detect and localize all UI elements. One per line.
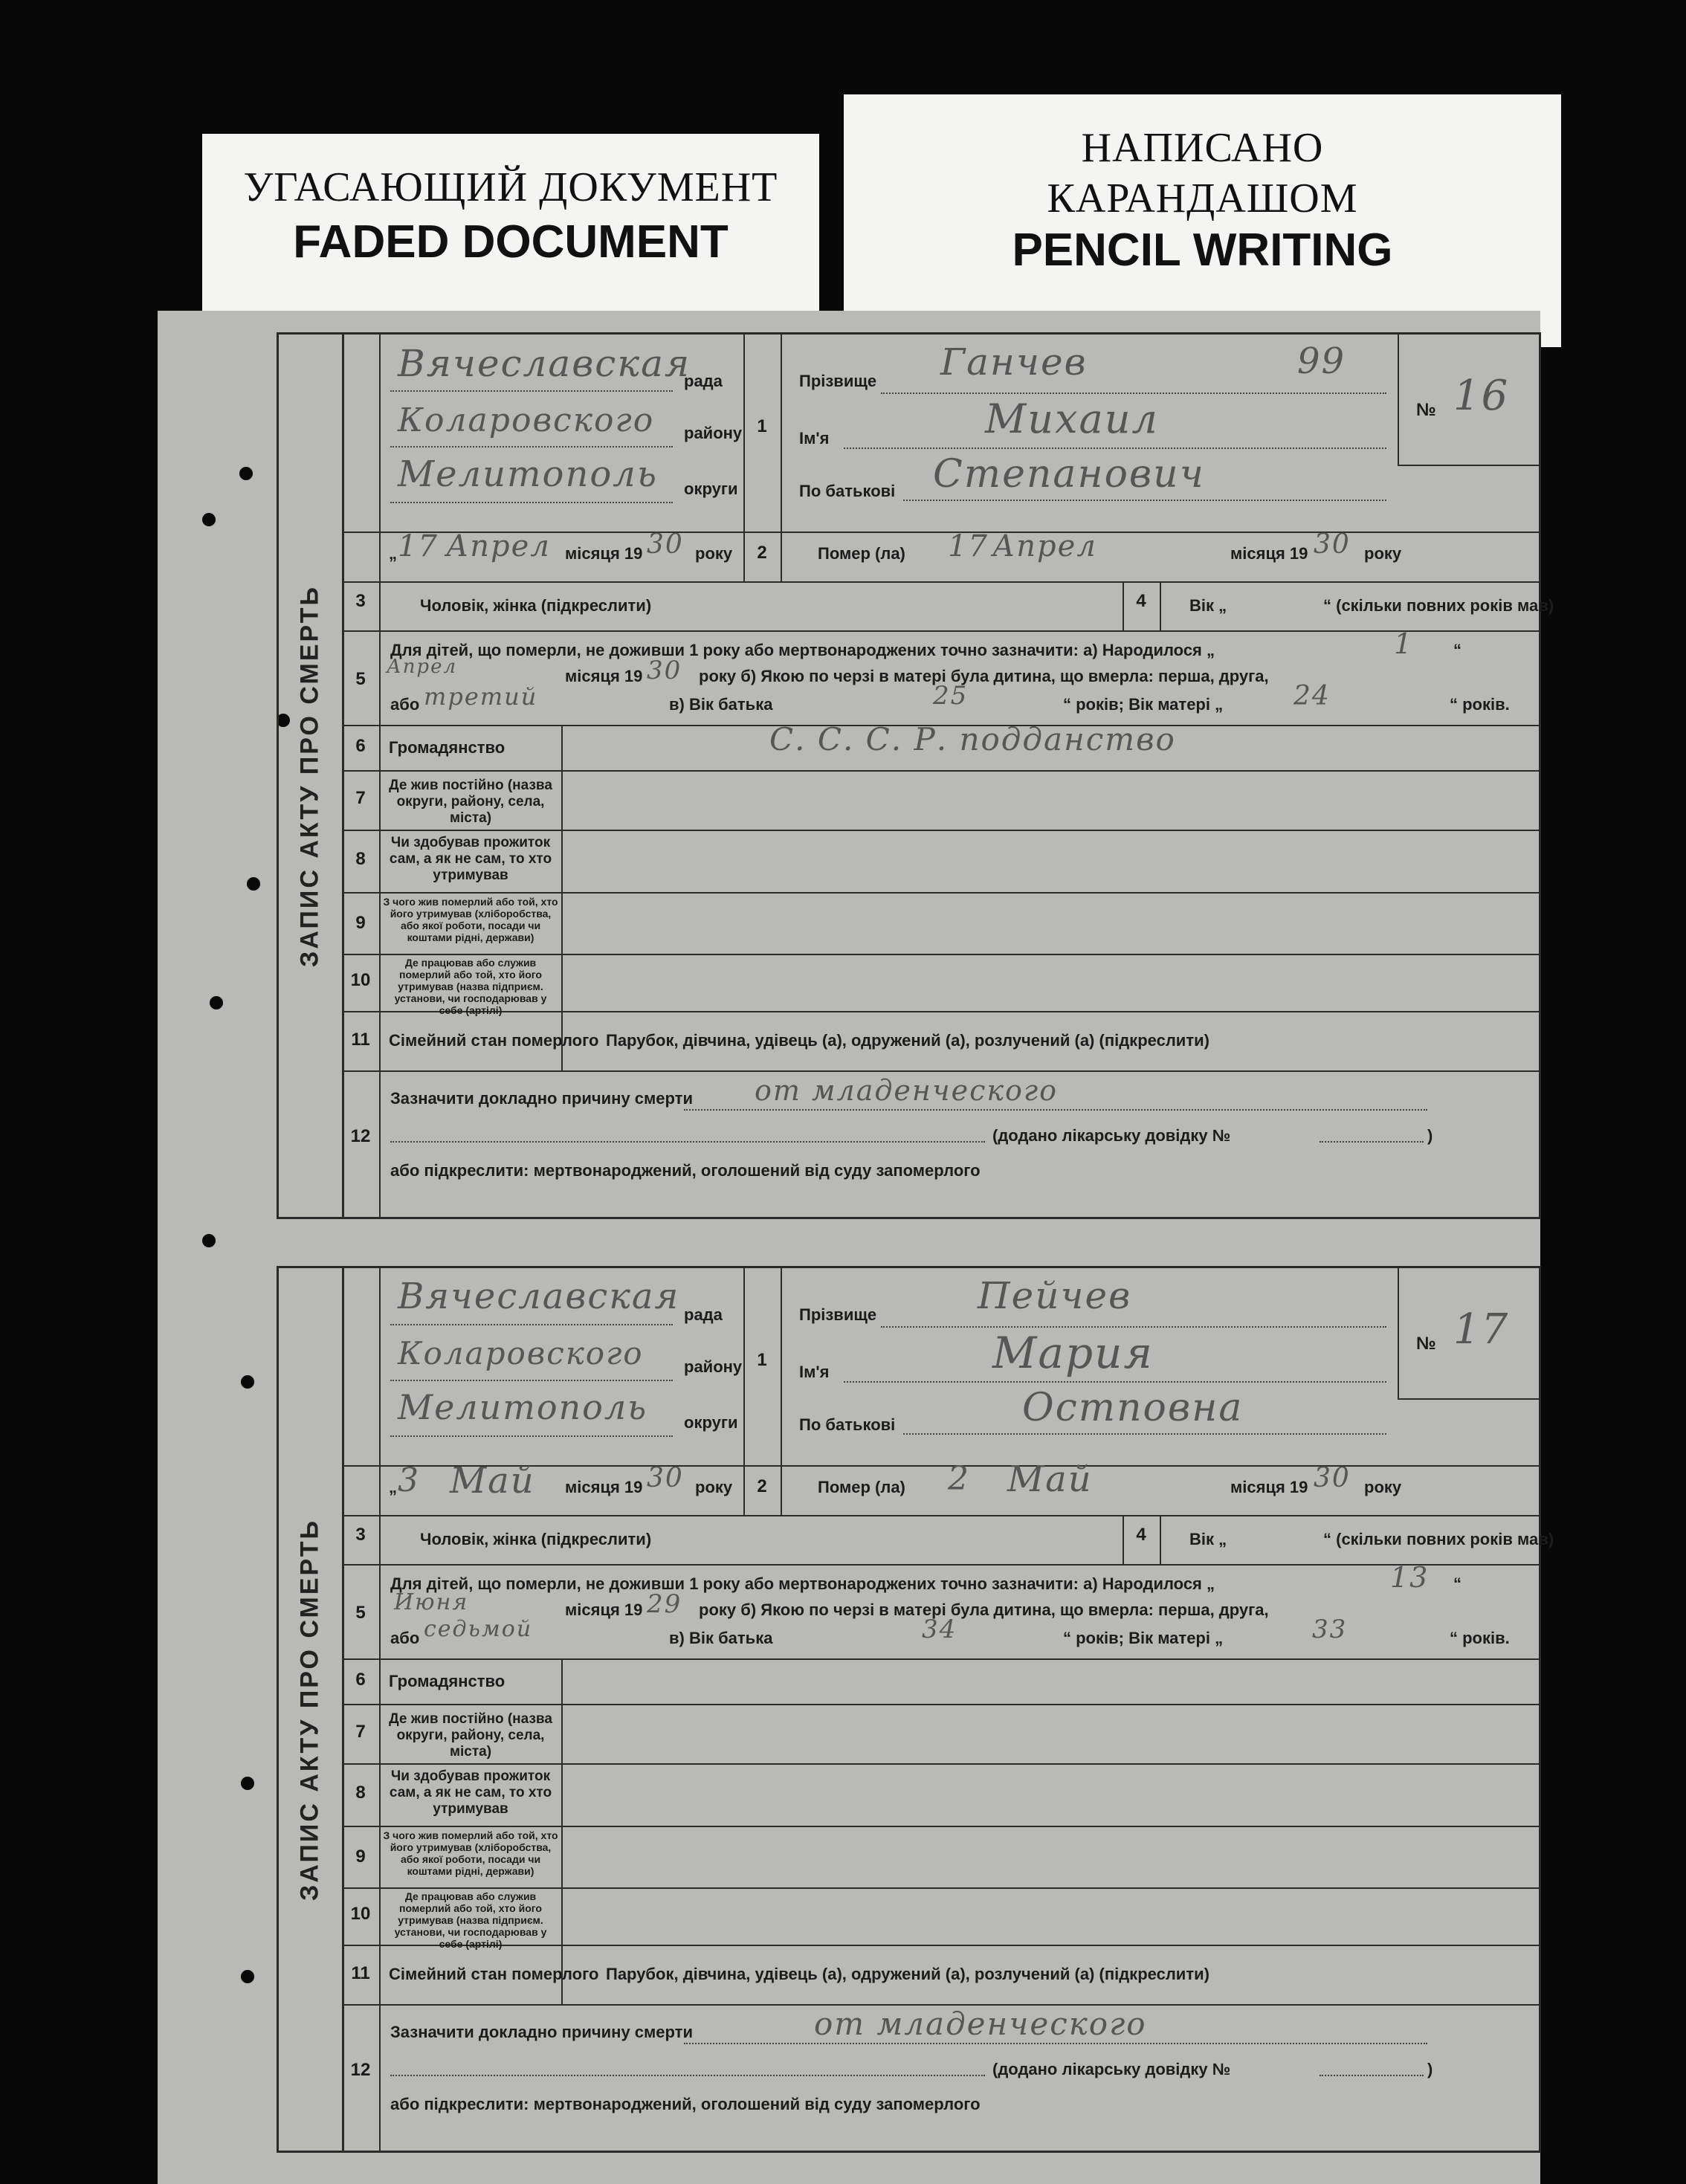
rayon-value: Коларовского	[398, 401, 655, 439]
reg-month: Май	[450, 1460, 535, 1502]
binding-hole	[247, 877, 260, 891]
mother-age: 33	[1312, 1615, 1348, 1644]
birth-month: Апрел	[387, 656, 458, 678]
faded-document-label	[202, 134, 819, 320]
citizenship-value: С. С. С. Р. подданство	[769, 721, 1176, 757]
rada-value: Вячеславская	[398, 342, 691, 385]
birth-order: седьмой	[424, 1616, 533, 1642]
reg-month: Апрел	[446, 529, 551, 563]
pencil-writing-label	[844, 94, 1561, 347]
father-age: 34	[922, 1615, 957, 1644]
name-value: Михаил	[985, 395, 1159, 442]
reg-day: 17	[398, 529, 439, 563]
surname-note: 99	[1297, 340, 1346, 382]
form-vertical-title: ЗАПИС АКТУ ПРО СМЕРТЬ	[279, 1268, 344, 2151]
binding-hole	[202, 513, 216, 526]
okrug-value: Мелитополь	[398, 1387, 648, 1427]
pencil-label-ru2: КАРАНДАШОМ	[1047, 175, 1358, 222]
surname-value: Пейчев	[978, 1274, 1132, 1317]
death-day: 2	[948, 1460, 970, 1498]
form-vertical-title: ЗАПИС АКТУ ПРО СМЕРТЬ	[279, 335, 344, 1217]
pencil-label-en: PENCIL WRITING	[1012, 224, 1393, 276]
faded-label-en: FADED DOCUMENT	[293, 216, 729, 268]
mother-age: 24	[1293, 681, 1331, 711]
record-number: 16	[1453, 372, 1510, 420]
father-age: 25	[933, 681, 969, 711]
cause-value: от младенческого	[814, 2006, 1147, 2042]
binding-hole	[241, 1970, 254, 1983]
binding-hole	[241, 1777, 254, 1790]
binding-hole	[202, 1234, 216, 1247]
death-day: 17	[948, 529, 989, 563]
surname-value: Ганчев	[940, 340, 1088, 384]
binding-hole	[241, 1375, 254, 1389]
birth-year: 30	[647, 656, 682, 685]
reg-year: 30	[647, 529, 684, 560]
rayon-value: Коларовского	[398, 1335, 644, 1372]
death-month: Апрел	[992, 529, 1097, 563]
death-month: Май	[1007, 1458, 1093, 1500]
rada-value: Вячеславская	[398, 1276, 680, 1317]
patronymic-value: Остповна	[1022, 1386, 1244, 1430]
death-record-form-2: ЗАПИС АКТУ ПРО СМЕРТЬ 3 1 2 4 5 6 7 8 9 10 11 12 рада району округи Вячеславская Коларовского Мелитополь „ 3 Май місяця 19 30 року Прізвище Ім'я По батькові Пейчев Мария Остповна № 17 Помер (ла) 2 Май місяця 19 30 року Чоловік, жінка (підкреслити) Вік „ “ (скільки повних років мав) Для дітей, що померли, не доживши 1 року або мертвонароджених точно зазначити: а) Народилося „ “ 13 Июня місяця 19 29 року б) Якою по черзі в матері була дитина, що вмерла: перша, друга, або седьмой в) Вік батька 34 “ років; Вік матері „ 33 “ років. Громадянство Де жив постійно (назва округи, району, села, міста) Чи здобував прожиток сам, а як не сам, то хто утримував З чого жив померлий або той, хто його утримував (хліборобства, або якої роботи, посади чи коштами рідні, держави) Де працював або служив померлий або той, хто його утримував (назва підприєм. установи, чи господарював у себе (артілі) Сімейний стан померлого Парубок, дівчина, удівець (а), одружений (а), розлучений (а) (підкреслити) Зазначити докладно причину смерти от младенческого (додано лікарську довідку № ) або підкреслити: мертвонароджений, оголошений від суду запомерлого	[277, 1266, 1541, 2153]
cause-value: от младенческого	[755, 1074, 1059, 1107]
death-record-form-1: ЗАПИС АКТУ ПРО СМЕРТЬ 3 1 2 4 5 6 7 8 9 10 11 12 рада району округи Вячеславская Коларовского Мелитополь „ 17 Апрел місяця 19 30 року Прізвище Ім'я По батькові Ганчев 99 Михаил Степанович № 16 Помер (ла) 17 Апрел місяця 19 30 року Чоловік, жінка (підкреслити) Вік „ “ (скільки повних років мав) Для дітей, що померли, не доживши 1 року або мертвонароджених точно зазначити: а) Народилося „ “ 1 Апрел місяця 19 30 року б) Якою по черзі в матері була дитина, що вмерла: перша, друга, або третий в) Вік батька 25 “ років; Вік матері „ 24 “ років. Громадянство С. С. С. Р. подданство Де жив постійно (назва округи, району, села, міста) Чи здобував прожиток сам, а як не сам, то хто утримував З чого жив померлий або той, хто його утримував (хліборобства, або якої роботи, посади чи коштами рідні, держави) Де працював або служив померлий або той, хто його утримував (назва підприєм. установи, чи господарював у себе (артілі) Сімейний стан померлого Парубок, дівчина, удівець (а), одружений (а), розлучений (а) (підкреслити) Зазначити докладно причину смерти от младенческого (додано лікарську довідку № ) або підкреслити: мертвонароджений, оголошений від суду запомерлого	[277, 332, 1541, 1219]
birth-day: 1	[1394, 627, 1414, 660]
birth-day: 13	[1390, 1561, 1430, 1594]
birth-year: 29	[647, 1589, 682, 1619]
death-year: 30	[1314, 1463, 1351, 1493]
death-year: 30	[1314, 529, 1351, 560]
binding-hole	[210, 996, 223, 1009]
reg-year: 30	[647, 1463, 684, 1493]
pencil-label-ru1: НАПИСАНО	[1081, 125, 1324, 171]
name-value: Мария	[992, 1328, 1154, 1378]
birth-month: Июня	[394, 1589, 469, 1615]
binding-hole	[239, 467, 253, 480]
reg-day: 3	[398, 1461, 420, 1499]
birth-order: третий	[424, 682, 538, 711]
patronymic-value: Степанович	[933, 452, 1206, 497]
okrug-value: Мелитополь	[398, 453, 658, 495]
record-number: 17	[1453, 1305, 1510, 1354]
faded-label-ru: УГАСАЮЩИЙ ДОКУМЕНТ	[243, 164, 778, 210]
